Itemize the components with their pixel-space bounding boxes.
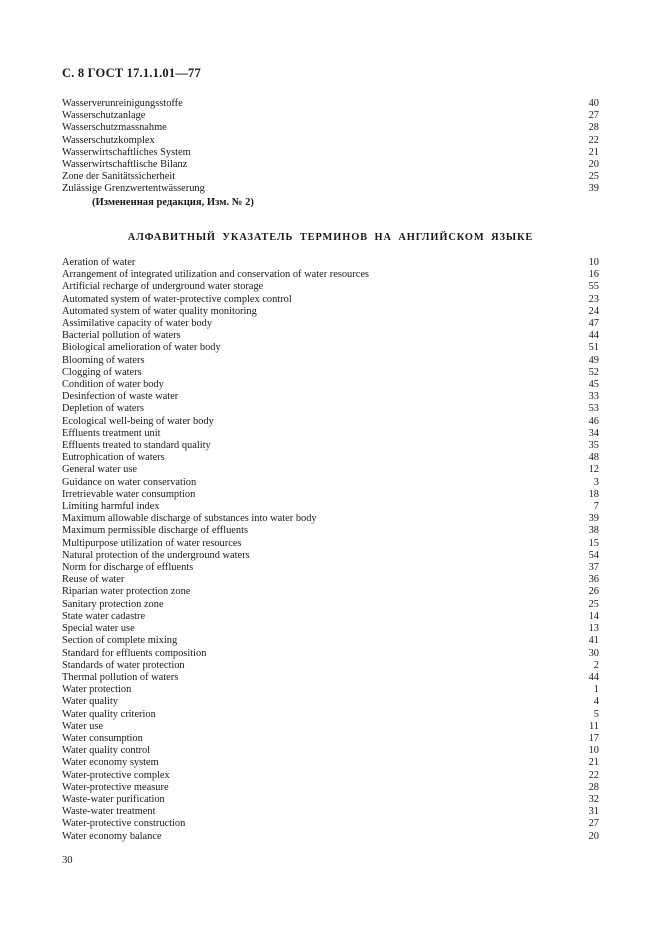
index-entry (62, 721, 599, 733)
index-entry-number: 17 (588, 732, 599, 744)
index-entry (62, 574, 599, 586)
index-entry (62, 489, 599, 501)
index-entry-number: 25 (588, 171, 599, 183)
index-entry (62, 452, 599, 464)
revision-note: (Измененная редакция, Изм. № 2) (92, 197, 254, 208)
index-entry-number: 27 (588, 110, 599, 122)
index-entry-term: Water-protective complex (62, 769, 170, 781)
index-entry-number: 39 (588, 513, 599, 525)
index-entry-term: Limiting harmful index (62, 501, 160, 513)
index-entry (62, 745, 599, 757)
index-entry-number: 20 (588, 830, 599, 842)
index-entry-term: Guidance on water conservation (62, 476, 197, 488)
index-entry-number: 11 (588, 720, 599, 732)
index-entry (62, 110, 599, 122)
index-entry-number: 36 (588, 574, 599, 586)
index-entry (62, 525, 599, 537)
index-entry-term: Eutrophication of waters (62, 452, 165, 464)
index-entry (62, 696, 599, 708)
index-entry (62, 757, 599, 769)
index-entry-number: 28 (588, 122, 599, 134)
index-entry-number: 27 (588, 818, 599, 830)
index-entry-term: Water-protective measure (62, 781, 169, 793)
index-entry (62, 684, 599, 696)
index-entry-number: 10 (588, 257, 599, 268)
index-entry-term: Zone der Sanitätssicherheit (62, 171, 176, 183)
index-entry-term: Clogging of waters (62, 366, 142, 378)
index-entry-number: 38 (588, 525, 599, 537)
index-entry (62, 562, 599, 574)
index-entry (62, 623, 599, 635)
index-entry-number: 12 (588, 464, 599, 476)
index-entry-term: Maximum allowable discharge of substances into water body (62, 513, 317, 525)
index-entry-number: 37 (588, 562, 599, 574)
index-entry-term: Wasserschutzmassnahme (62, 122, 167, 134)
index-entry-term: Wasserwirtschaftlische Bilanz (62, 159, 188, 171)
index-entry-number: 16 (588, 269, 599, 281)
index-entry-number: 13 (588, 623, 599, 635)
index-entry-term: Section of complete mixing (62, 635, 178, 647)
index-entry-term: Multipurpose utilization of water resources (62, 537, 242, 549)
index-entry-number: 5 (593, 708, 599, 720)
index-entry-number: 25 (588, 598, 599, 610)
index-entry (62, 550, 599, 562)
index-entry-number: 44 (588, 671, 599, 683)
index-entry-number: 22 (588, 134, 599, 146)
index-entry-term: Depletion of waters (62, 403, 144, 415)
index-entry (62, 171, 599, 183)
index-entry-term: Wasserwirtschaftliches System (62, 146, 191, 158)
index-entry-term: Bacterial pollution of waters (62, 330, 181, 342)
index-entry-number: 7 (593, 501, 599, 513)
german-term-index (62, 98, 599, 196)
index-entry (62, 648, 599, 660)
index-entry-term: Standards of water protection (62, 659, 185, 671)
index-entry (62, 660, 599, 672)
index-entry-number: 22 (588, 769, 599, 781)
index-entry (62, 635, 599, 647)
index-entry-number: 14 (588, 610, 599, 622)
index-entry (62, 770, 599, 782)
index-entry-number: 15 (588, 537, 599, 549)
index-entry-number: 54 (588, 549, 599, 561)
index-entry-term: Automated system of water-protective complex control (62, 293, 292, 305)
index-entry-term: Reuse of water (62, 574, 125, 586)
index-entry-number: 49 (588, 354, 599, 366)
index-entry-term: Desinfection of waste water (62, 391, 179, 403)
index-entry-term: Special water use (62, 623, 135, 635)
index-entry (62, 709, 599, 721)
index-entry-term: Artificial recharge of underground water storage (62, 281, 264, 293)
index-entry (62, 782, 599, 794)
index-entry (62, 367, 599, 379)
index-entry (62, 733, 599, 745)
index-entry-term: Water quality control (62, 745, 151, 757)
index-entry-term: Thermal pollution of waters (62, 671, 179, 683)
index-entry-number: 46 (588, 415, 599, 427)
page-number: 30 (62, 855, 73, 866)
index-entry-number: 24 (588, 305, 599, 317)
index-entry-number: 3 (593, 476, 599, 488)
index-entry (62, 159, 599, 171)
index-entry-term: Sanitary protection zone (62, 598, 164, 610)
index-entry-term: Natural protection of the underground waters (62, 549, 250, 561)
index-entry (62, 294, 599, 306)
index-entry-number: 21 (588, 757, 599, 769)
index-entry-number: 47 (588, 318, 599, 330)
index-entry-term: Maximum permissible discharge of effluents (62, 525, 249, 537)
index-entry-number: 21 (588, 146, 599, 158)
index-entry-number: 31 (588, 806, 599, 818)
index-entry (62, 672, 599, 684)
index-entry-term: Wasserverunreinigungsstoffe (62, 98, 183, 109)
index-entry (62, 416, 599, 428)
index-entry (62, 586, 599, 598)
index-entry-term: Condition of water body (62, 379, 164, 391)
index-entry-number: 1 (593, 684, 599, 696)
index-entry (62, 269, 599, 281)
index-entry-term: Waste-water treatment (62, 806, 156, 818)
index-entry-number: 33 (588, 391, 599, 403)
index-entry-number: 48 (588, 452, 599, 464)
index-entry (62, 318, 599, 330)
index-entry-term: Ecological well-being of water body (62, 415, 214, 427)
index-entry-number: 55 (588, 281, 599, 293)
index-entry-term: Water-protective construction (62, 818, 186, 830)
index-entry-number: 28 (588, 781, 599, 793)
index-entry-term: Wasserschutzkomplex (62, 134, 155, 146)
index-entry-term: Irretrievable water consumption (62, 488, 196, 500)
page-header: С. 8 ГОСТ 17.1.1.01—77 (62, 66, 201, 80)
index-entry-term: Water economy balance (62, 830, 162, 842)
index-entry (62, 428, 599, 440)
index-entry (62, 147, 599, 159)
index-entry (62, 281, 599, 293)
index-entry (62, 183, 599, 195)
index-entry (62, 122, 599, 134)
index-entry (62, 355, 599, 367)
index-entry-number: 35 (588, 440, 599, 452)
index-entry (62, 98, 599, 110)
index-entry-number: 44 (588, 330, 599, 342)
index-entry-term: Effluents treatment unit (62, 427, 161, 439)
index-entry-term: General water use (62, 464, 138, 476)
index-entry (62, 513, 599, 525)
index-entry-term: Effluents treated to standard quality (62, 440, 211, 452)
index-entry (62, 257, 599, 269)
index-entry-term: Arrangement of integrated utilization and conservation of water resources (62, 269, 369, 281)
index-entry-number: 30 (588, 647, 599, 659)
index-entry-term: Waste-water purification (62, 793, 165, 805)
index-entry-number: 40 (588, 98, 599, 109)
index-entry-term: Water quality (62, 696, 119, 708)
index-entry-term: Biological amelioration of water body (62, 342, 221, 354)
index-entry-number: 32 (588, 793, 599, 805)
index-entry-number: 53 (588, 403, 599, 415)
index-entry (62, 538, 599, 550)
index-entry (62, 403, 599, 415)
index-entry-term: Aeration of water (62, 257, 136, 268)
index-entry-number: 51 (588, 342, 599, 354)
index-entry-term: Wasserschutzanlage (62, 110, 146, 122)
index-entry-number: 4 (593, 696, 599, 708)
index-entry (62, 440, 599, 452)
index-entry-number: 10 (588, 745, 599, 757)
index-entry-term: Riparian water protection zone (62, 586, 191, 598)
index-entry-number: 26 (588, 586, 599, 598)
english-term-index (62, 257, 599, 843)
index-entry-term: Water consumption (62, 732, 143, 744)
index-entry-term: Water use (62, 720, 103, 732)
index-entry (62, 306, 599, 318)
index-entry (62, 818, 599, 830)
index-entry-number: 41 (588, 635, 599, 647)
index-entry (62, 831, 599, 843)
index-entry-number: 52 (588, 366, 599, 378)
index-entry-number: 18 (588, 488, 599, 500)
index-entry (62, 599, 599, 611)
index-entry-term: Automated system of water quality monitoring (62, 305, 257, 317)
index-entry (62, 464, 599, 476)
index-entry-number: 45 (588, 379, 599, 391)
index-entry-term: Norm for discharge of effluents (62, 562, 194, 574)
index-entry-number: 20 (588, 159, 599, 171)
index-entry (62, 477, 599, 489)
english-index-heading: АЛФАВИТНЫЙ УКАЗАТЕЛЬ ТЕРМИНОВ НА АНГЛИЙСКОМ ЯЗЫКЕ (127, 232, 534, 243)
index-entry-term: State water cadastre (62, 610, 146, 622)
index-entry-number: 23 (588, 293, 599, 305)
index-entry (62, 611, 599, 623)
index-entry (62, 391, 599, 403)
index-entry-term: Blooming of waters (62, 354, 145, 366)
index-entry-term: Water protection (62, 684, 132, 696)
index-entry (62, 806, 599, 818)
index-entry-term: Water economy system (62, 757, 159, 769)
index-entry (62, 501, 599, 513)
index-entry-term: Assimilative capacity of water body (62, 318, 213, 330)
index-entry (62, 379, 599, 391)
index-entry (62, 342, 599, 354)
index-entry (62, 794, 599, 806)
index-entry-number: 39 (588, 183, 599, 195)
index-entry (62, 135, 599, 147)
index-entry-number: 2 (593, 659, 599, 671)
index-entry (62, 330, 599, 342)
index-entry-number: 34 (588, 427, 599, 439)
index-entry-term: Zulässige Grenzwertentwässerung (62, 183, 205, 195)
index-entry-term: Water quality criterion (62, 708, 156, 720)
index-entry-term: Standard for effluents composition (62, 647, 207, 659)
